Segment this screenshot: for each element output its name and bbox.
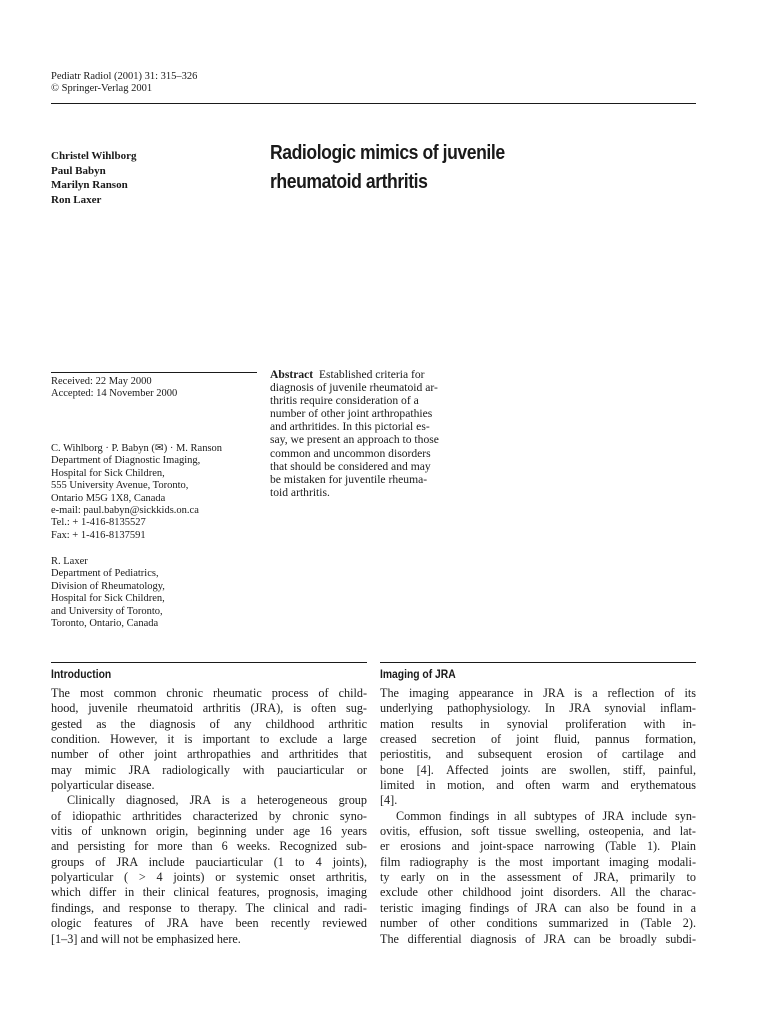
email-line: e-mail: paul.babyn@sickkids.on.ca (51, 505, 199, 517)
text-line: The differential diagnosis of JRA can be broadly subdi- (380, 931, 696, 946)
text-line: polyarticular ( > 4 joints) or systemic onset arthritis, (51, 870, 367, 885)
text-line: polyarticular disease. (51, 778, 155, 793)
author-name: Paul Babyn (51, 164, 106, 177)
text-line: ovitis, effusion, soft tissue swelling, osteopenia, and lat- (380, 824, 696, 839)
received-date: Received: 22 May 2000 (51, 376, 152, 387)
address-line: 555 University Avenue, Toronto, (51, 480, 189, 492)
abstract-line: thritis require consideration of a (270, 394, 419, 408)
article-title (270, 139, 505, 197)
address-line: Hospital for Sick Children, (51, 467, 165, 479)
author-name: Christel Wihlborg (51, 150, 137, 162)
abstract-line: common and uncommon disorders (270, 446, 431, 460)
address-line: R. Laxer (51, 556, 88, 567)
abstract-line: toid arthritis. (270, 485, 330, 499)
copyright-line: © Springer-Verlag 2001 (51, 83, 153, 95)
text-line: mation results in synovial proliferation with in- (380, 716, 696, 731)
address-line: Department of Diagnostic Imaging, (51, 455, 201, 467)
text-line: which differ in their clinical features, prognosis, imaging (51, 885, 367, 900)
journal-header (51, 71, 197, 96)
text-line: gested as the diagnosis of any childhood arthritic (51, 716, 367, 731)
text-line: creased secretion of joint fluid, pannus formation, (380, 732, 696, 747)
text-line: underlying pathophysiology. In JRA synovial inflam- (380, 701, 696, 716)
text-line: The most common chronic rheumatic process of child- (51, 686, 367, 700)
abstract-line: diagnosis of juvenile rheumatoid ar- (270, 381, 438, 395)
text-line: number of other joint arthropathies and arthritides that (51, 747, 367, 762)
author-name: Marilyn Ranson (51, 179, 128, 192)
text-line: bone [4]. Affected joints are swollen, stiff, painful, (380, 762, 696, 777)
text-line: limited in motion, and often warm and erythematous (380, 778, 696, 793)
text-line: er erosions and joint-space narrowing (Table 1). Plain (380, 839, 696, 854)
imaging-rule (380, 662, 696, 663)
abstract-line: say, we present an approach to those (270, 433, 439, 447)
header-rule (51, 103, 696, 104)
text-line: number of other conditions summarized in (Table 2). (380, 916, 696, 931)
text-line: may mimic JRA radiologically with pauciarticular or (51, 762, 367, 777)
imaging-heading: Imaging of JRA (380, 667, 456, 681)
introduction-text (51, 686, 367, 947)
text-line: ologic features of JRA have been recently reviewed (51, 916, 367, 931)
address-line: and University of Toronto, (51, 605, 163, 617)
text-line: periostitis, and subsequent erosion of cartilage and (380, 747, 696, 762)
text-line: groups of JRA include pauciarticular (1 to 4 joints), (51, 854, 367, 869)
title-line: Radiologic mimics of juvenile (270, 142, 505, 164)
abstract-line: be mistaken for juventile rheuma- (270, 472, 428, 486)
text-line: film radiography is the most important imaging modali- (380, 854, 696, 869)
text-line: vitis of unknown origin, beginning under age 16 years (51, 824, 367, 839)
text-line: of idiopathic arthritides characterized by chronic syno- (51, 808, 367, 823)
text-line: teristic imaging findings of JRA can also be found in a (380, 900, 696, 915)
correspondence-address (51, 443, 222, 542)
title-line: rheumatoid arthritis (270, 171, 428, 193)
text-line: Clinically diagnosed, JRA is a heterogeneous group (67, 793, 367, 808)
address-line: Ontario M5G 1X8, Canada (51, 492, 166, 504)
abstract-line: number of other joint arthropathies (270, 407, 433, 421)
phone-line: Tel.: + 1-416-8135527 (51, 517, 146, 529)
dates-rule (51, 372, 257, 373)
abstract-label: Abstract (270, 368, 314, 381)
text-line: exclude other childhood joint disorders. All the charac- (380, 885, 696, 900)
address-line: Hospital for Sick Children, (51, 593, 165, 605)
address-line: Department of Pediatrics, (51, 568, 159, 580)
address-line: Toronto, Ontario, Canada (51, 618, 159, 630)
text-line: [4]. (380, 793, 398, 808)
text-line: [1–3] and will not be emphasized here. (51, 931, 241, 946)
abstract-line: that should be considered and may (270, 459, 431, 473)
abstract (270, 368, 439, 499)
address-line: Division of Rheumatology, (51, 580, 165, 592)
text-line: and persisting for more than 6 weeks. Recognized sub- (51, 839, 367, 854)
fax-line: Fax: + 1-416-8137591 (51, 529, 146, 541)
text-line: hood, juvenile rheumatoid arthritis (JRA), is often sug- (51, 701, 367, 716)
text-line: findings, and response to therapy. The clinical and radi- (51, 900, 367, 915)
text-line: condition. However, it is important to exclude a large (51, 732, 367, 747)
introduction-heading: Introduction (51, 667, 112, 681)
journal-citation: Pediatr Radiol (2001) 31: 315–326 (51, 71, 198, 82)
author-list (51, 149, 136, 207)
introduction-rule (51, 662, 367, 663)
text-line: Common findings in all subtypes of JRA include syn- (396, 808, 696, 823)
accepted-date: Accepted: 14 November 2000 (51, 388, 178, 400)
second-author-address (51, 556, 165, 630)
correspondence-names: C. Wihlborg · P. Babyn (✉) · M. Ranson (51, 443, 223, 454)
abstract-line: Established criteria for (318, 368, 425, 381)
text-line: The imaging appearance in JRA is a reflection of its (380, 686, 696, 700)
abstract-line: and arthritides. In this pictorial es- (270, 420, 430, 434)
imaging-text (380, 686, 696, 947)
dates-block (51, 376, 177, 401)
author-name: Ron Laxer (51, 193, 102, 206)
text-line: ty early on in the assessment of JRA, primarily to (380, 870, 696, 885)
